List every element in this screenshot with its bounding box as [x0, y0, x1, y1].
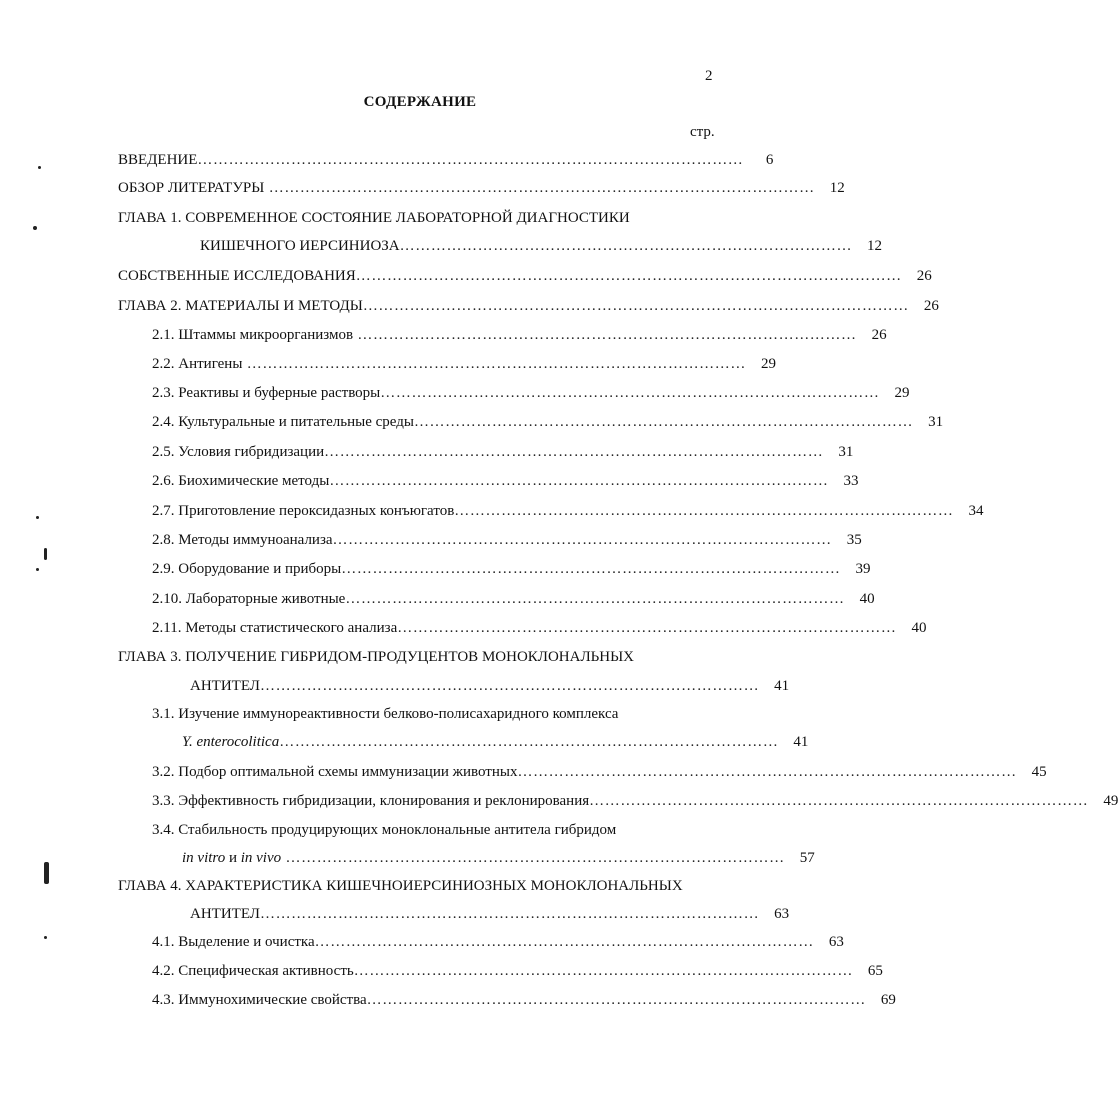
toc-entry-page: 57	[799, 850, 815, 866]
toc-entry-label: 2.2. Антигены	[152, 356, 243, 372]
toc-entry-page: 31	[838, 444, 854, 460]
toc-entry-chapter-1-line2[interactable]	[200, 236, 883, 256]
toc-entry-page: 41	[793, 734, 809, 750]
scan-speck	[44, 548, 47, 560]
toc-leader-dots: ……………………………………………………………………………………	[259, 906, 760, 922]
toc-entry-page: 40	[911, 620, 927, 636]
toc-leader-dots: ……………………………………………………………………………………	[454, 503, 954, 519]
toc-entry-page: 35	[846, 532, 862, 548]
toc-entry-page: 34	[968, 503, 984, 519]
toc-entry-2-10[interactable]	[152, 589, 875, 609]
toc-entry-2-3[interactable]	[152, 383, 910, 403]
toc-entry-2-2[interactable]	[152, 354, 776, 374]
toc-entry-page: 29	[894, 385, 910, 401]
toc-entry-own-research[interactable]	[118, 266, 932, 286]
toc-leader-dots: ……………………………………………………………………………………	[366, 992, 866, 1008]
scan-speck	[33, 226, 37, 230]
toc-entry-page: 29	[760, 356, 776, 372]
toc-entry-label: 2.7. Приготовление пероксидазных конъюгатов	[152, 503, 455, 519]
toc-entry-label	[182, 848, 281, 868]
toc-leader-dots: ……………………………………………………………………………………	[242, 356, 746, 372]
toc-entry-label: КИШЕЧНОГО ИЕРСИНИОЗА	[200, 238, 400, 254]
toc-leader-dots: ……………………………………………………………………………………	[279, 734, 779, 750]
toc-entry-3-4-line2[interactable]	[182, 848, 815, 868]
toc-entry-2-4[interactable]	[152, 412, 944, 432]
scan-speck	[36, 568, 39, 571]
scan-speck	[38, 166, 41, 169]
toc-entry-page: 63	[828, 934, 844, 950]
toc-conjunction: и	[225, 850, 241, 866]
scan-speck	[44, 936, 47, 939]
toc-leader-dots: ……………………………………………………………………………………	[353, 327, 857, 343]
toc-entry-label: ГЛАВА 2. МАТЕРИАЛЫ И МЕТОДЫ	[118, 298, 363, 314]
toc-leader-dots: ……………………………………………………………………………………	[345, 591, 845, 607]
toc-entry-2-6[interactable]	[152, 471, 859, 491]
toc-entry-label: АНТИТЕЛ	[190, 906, 260, 922]
toc-entry-label: ГЛАВА 1. СОВРЕМЕННОЕ СОСТОЯНИЕ ЛАБОРАТОРНОЙ ДИАГНОСТИКИ	[118, 210, 630, 226]
toc-entry-label: ОБЗОР ЛИТЕРАТУРЫ	[118, 180, 265, 196]
toc-leader-dots: ……………………………………………………………………………………	[324, 444, 824, 460]
toc-entry-3-4-line1[interactable]	[152, 820, 616, 840]
toc-entry-chapter-2[interactable]	[118, 296, 939, 316]
toc-entry-page: 63	[774, 906, 790, 922]
toc-italic-term: in vivo	[240, 850, 282, 866]
toc-entry-page: 49	[1103, 793, 1118, 809]
toc-leader-dots: ……………………………………………………………………………………………	[197, 152, 744, 168]
toc-entry-page: 12	[829, 180, 845, 196]
toc-entry-page: 39	[855, 561, 871, 577]
toc-entry-page: 31	[928, 414, 944, 430]
toc-entry-label: 4.1. Выделение и очистка	[152, 934, 315, 950]
toc-leader-dots: ……………………………………………………………………………………	[353, 963, 853, 979]
toc-leader-dots: ……………………………………………………………………………………	[281, 850, 785, 866]
toc-entry-page: 45	[1031, 764, 1047, 780]
toc-leader-dots: ……………………………………………………………………………………	[589, 793, 1089, 809]
toc-entry-label: АНТИТЕЛ	[190, 678, 260, 694]
toc-entry-label: 2.9. Оборудование и приборы	[152, 561, 342, 577]
toc-entry-2-11[interactable]	[152, 618, 927, 638]
toc-leader-dots: ……………………………………………………………………………………………	[264, 180, 815, 196]
toc-entry-page: 40	[859, 591, 875, 607]
page-number: 2	[705, 68, 713, 84]
scan-speck	[44, 862, 49, 884]
toc-leader-dots: ……………………………………………………………………………………	[314, 934, 814, 950]
toc-leader-dots: ……………………………………………………………………………………	[397, 620, 897, 636]
toc-entry-label: ВВЕДЕНИЕ	[118, 152, 198, 168]
toc-entry-literature-review[interactable]	[118, 178, 845, 198]
toc-leader-dots: ……………………………………………………………………………………	[332, 532, 832, 548]
toc-leader-dots: ……………………………………………………………………………………	[329, 473, 829, 489]
toc-entry-label: 3.1. Изучение иммунореактивности белково-полисахаридного комплекса	[152, 706, 619, 722]
toc-entry-page: 41	[774, 678, 790, 694]
toc-italic-term: in vitro	[182, 850, 226, 866]
page-column-label: стр.	[690, 124, 715, 140]
toc-entry-label: 2.3. Реактивы и буферные растворы	[152, 385, 381, 401]
toc-entry-chapter-4-line1[interactable]	[118, 876, 683, 896]
toc-entry-intro[interactable]	[118, 150, 774, 170]
toc-entry-chapter-3-line1[interactable]	[118, 647, 634, 667]
toc-entry-3-2[interactable]	[152, 762, 1047, 782]
toc-entry-4-3[interactable]	[152, 990, 896, 1010]
scan-speck	[36, 516, 39, 519]
toc-entry-chapter-3-line2[interactable]	[190, 676, 790, 696]
toc-entry-label	[182, 732, 279, 752]
toc-entry-label: 2.10. Лабораторные животные	[152, 591, 346, 607]
toc-entry-label: 3.3. Эффективность гибридизации, клонирования и реклонирования	[152, 793, 590, 809]
toc-entry-2-7[interactable]	[152, 501, 984, 521]
toc-leader-dots: ……………………………………………………………………………………………	[355, 268, 902, 284]
toc-entry-chapter-4-line2[interactable]	[190, 904, 790, 924]
toc-entry-page: 6	[765, 152, 774, 168]
toc-leader-dots: ……………………………………………………………………………	[399, 238, 853, 254]
toc-leader-dots: ……………………………………………………………………………………	[341, 561, 841, 577]
toc-entry-2-1[interactable]	[152, 325, 887, 345]
toc-leader-dots: ……………………………………………………………………………………	[413, 414, 914, 430]
toc-entry-2-5[interactable]	[152, 442, 854, 462]
toc-entry-chapter-1-line1[interactable]	[118, 208, 630, 228]
toc-leader-dots: ……………………………………………………………………………………	[259, 678, 760, 694]
toc-entry-label: 2.4. Культуральные и питательные среды	[152, 414, 414, 430]
toc-entry-label: 2.11. Методы статистического анализа	[152, 620, 398, 636]
toc-leader-dots: ……………………………………………………………………………………	[517, 764, 1017, 780]
toc-entry-label: 3.4. Стабильность продуцирующих моноклональные антитела гибридом	[152, 822, 617, 838]
species-name: Y. enterocolitica	[182, 734, 280, 750]
toc-entry-page: 65	[867, 963, 883, 979]
toc-entry-label: 3.2. Подбор оптимальной схемы иммунизации животных	[152, 764, 518, 780]
page-title: СОДЕРЖАНИЕ	[363, 94, 477, 110]
toc-entry-label: 4.3. Иммунохимические свойства	[152, 992, 367, 1008]
toc-entry-page: 69	[880, 992, 896, 1008]
toc-entry-page: 26	[923, 298, 939, 314]
toc-entry-3-1-line1[interactable]	[152, 704, 618, 724]
toc-entry-3-1-line2[interactable]	[182, 732, 809, 752]
toc-entry-page: 12	[867, 238, 883, 254]
toc-entry-3-3[interactable]	[152, 791, 1118, 811]
toc-entry-page: 26	[916, 268, 932, 284]
toc-entry-label: 2.1. Штаммы микроорганизмов	[152, 327, 354, 343]
toc-entry-label: ГЛАВА 4. ХАРАКТЕРИСТИКА КИШЕЧНОИЕРСИНИОЗНЫХ МОНОКЛОНАЛЬНЫХ	[118, 878, 683, 894]
toc-entry-2-9[interactable]	[152, 559, 871, 579]
toc-entry-label: 2.8. Методы иммуноанализа	[152, 532, 333, 548]
toc-entry-label: ГЛАВА 3. ПОЛУЧЕНИЕ ГИБРИДОМ-ПРОДУЦЕНТОВ МОНОКЛОНАЛЬНЫХ	[118, 649, 634, 665]
toc-entry-label: 2.5. Условия гибридизации	[152, 444, 325, 460]
toc-entry-2-8[interactable]	[152, 530, 862, 550]
toc-entry-4-1[interactable]	[152, 932, 844, 952]
toc-entry-label: СОБСТВЕННЫЕ ИССЛЕДОВАНИЯ	[118, 268, 356, 284]
toc-leader-dots: ……………………………………………………………………………………	[380, 385, 880, 401]
toc-entry-4-2[interactable]	[152, 961, 883, 981]
toc-leader-dots: ……………………………………………………………………………………………	[362, 298, 909, 314]
toc-entry-page: 33	[843, 473, 859, 489]
toc-entry-label: 4.2. Специфическая активность	[152, 963, 354, 979]
toc-entry-page: 26	[871, 327, 887, 343]
toc-entry-label: 2.6. Биохимические методы	[152, 473, 330, 489]
